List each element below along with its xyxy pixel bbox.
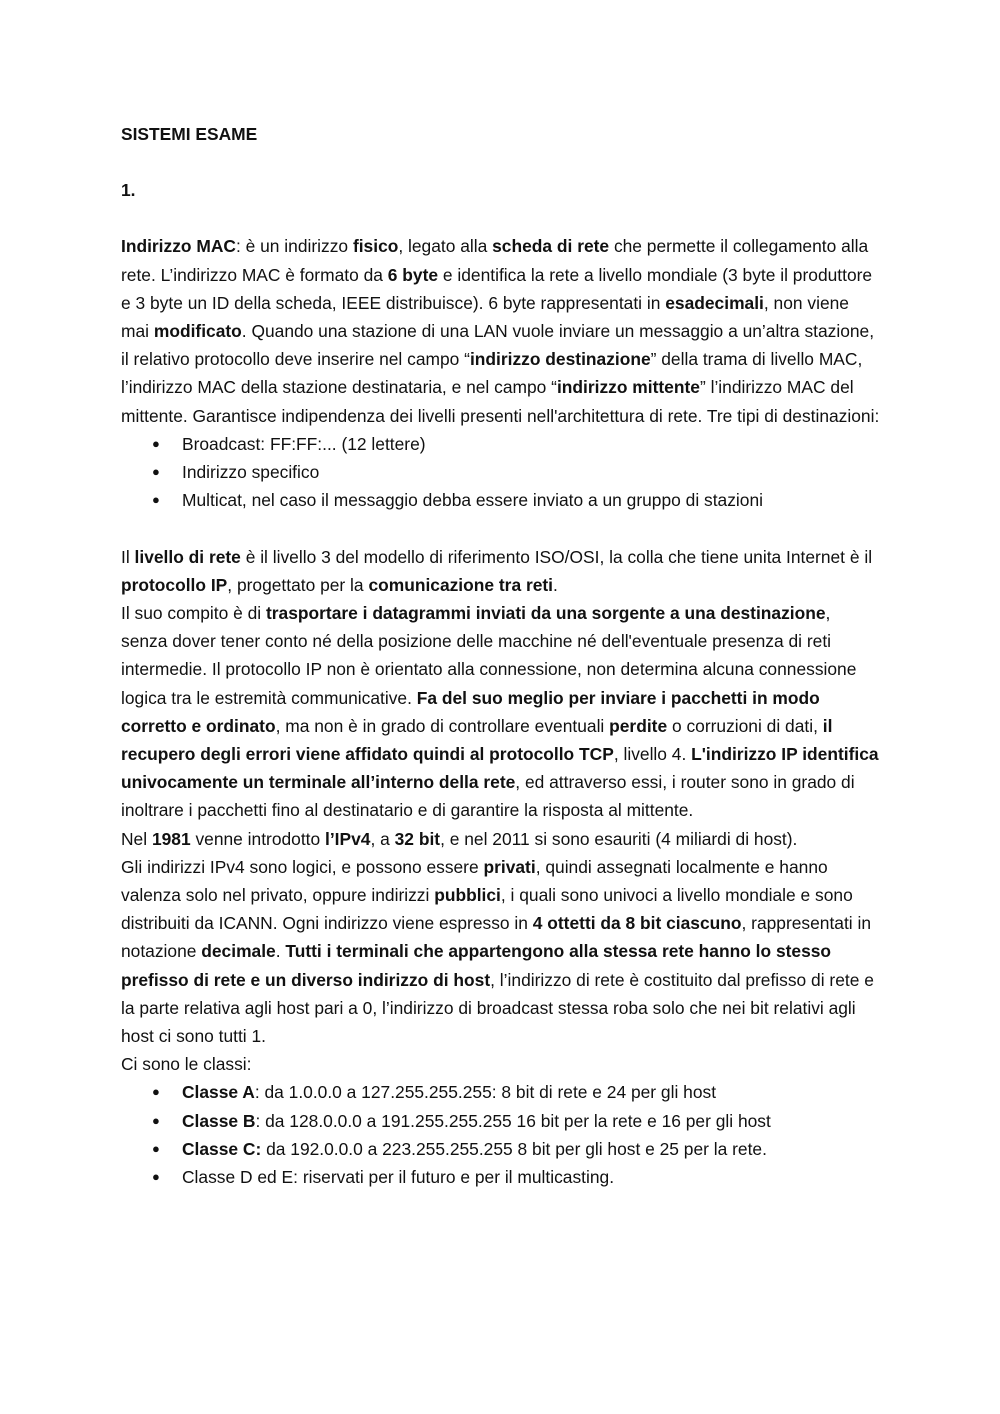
text-run: , legato alla (398, 236, 493, 257)
text-run: : è un indirizzo (235, 236, 353, 257)
text-run: ” l’indirizzo MAC del mittente. Garantisce indipendenza dei livelli presenti nell'architettura di rete. Tre tipi di destinazioni: (121, 377, 880, 426)
bullet-icon: ● (152, 492, 160, 508)
bullet-icon: ● (152, 1140, 160, 1156)
list-item (121, 1163, 881, 1191)
term-bold: fisico (352, 236, 399, 257)
section-number: 1. (121, 180, 136, 201)
list-item-text: Multicat, nel caso il messaggio debba essere inviato a un gruppo di stazioni (182, 490, 763, 511)
term-bold: privati (483, 856, 536, 877)
list-item (121, 1135, 881, 1163)
paragraph-ip-task (121, 599, 881, 825)
spacer (121, 514, 881, 542)
term-bold: perdite (609, 715, 668, 736)
class-text: : da 1.0.0.0 a 127.255.255.255: 8 bit di rete e 24 per gli host (254, 1082, 717, 1103)
text-run: Il suo compito è di (121, 603, 266, 624)
class-text: Classe D ed E: riservati per il futuro e per il multicasting. (182, 1167, 615, 1188)
term-bold: trasportare i datagrammi inviati da una sorgente a una destinazione (266, 603, 826, 624)
text-run: . (553, 574, 558, 595)
term-bold: Fa del suo meglio per inviare i pacchetti in modo corretto e ordinato (121, 687, 820, 736)
term-bold: modificato (153, 321, 242, 342)
class-label: Classe A (182, 1082, 255, 1103)
term-bold: Tutti i terminali che appartengono alla stessa rete hanno lo stesso prefisso di rete e un diverso indirizzo di host (121, 941, 832, 990)
text-run: , rappresentati in notazione (121, 913, 872, 962)
paragraph-mac-address (121, 232, 881, 429)
text-run: , a (370, 828, 395, 849)
destination-types-list (121, 430, 881, 515)
class-text: : da 128.0.0.0 a 191.255.255.255 16 bit per la rete e 16 per gli host (255, 1110, 771, 1131)
bullet-icon: ● (152, 464, 160, 480)
text-run: , quindi assegnati localmente e hanno valenza solo nel privato, oppure indirizzi (121, 856, 828, 906)
list-item-text: Broadcast: FF:FF:... (12 lettere) (182, 433, 426, 454)
paragraph-ipv4 (121, 825, 881, 853)
text-run: , e nel 2011 si sono esauriti (4 miliardi di host). (440, 828, 798, 849)
list-item (121, 1107, 881, 1135)
list-item (121, 430, 881, 458)
term-bold: scheda di rete (492, 236, 610, 257)
text-run: . (275, 941, 286, 962)
text-run: che permette il collegamento alla rete. L’indirizzo MAC è formato da (121, 236, 869, 285)
document-page (121, 116, 881, 1191)
class-label: Classe C: (182, 1138, 262, 1159)
text-run: venne introdotto (190, 828, 326, 849)
bullet-icon: ● (152, 1112, 160, 1128)
term-bold: esadecimali (665, 292, 764, 313)
text-run: ” della trama di livello MAC, l’indirizzo MAC della stazione destinataria, e nel campo “ (121, 349, 863, 398)
text-run: , l’indirizzo di rete è costituito dal prefisso di rete e la parte relativa agli host pari a 0, l’indirizzo di broadcast stessa roba solo che nei bit relativi agli host ci sono tutti 1. (121, 969, 874, 1047)
text-run: . Quando una stazione di una LAN vuole inviare un messaggio a un’altra stazione, il relativo protocollo deve inserire nel campo “ (121, 321, 875, 370)
term-bold: indirizzo destinazione (469, 349, 651, 370)
classes-intro: Ci sono le classi: (121, 1054, 252, 1075)
term-bold: indirizzo mittente (556, 377, 700, 398)
text-run: è il livello 3 del modello di riferimento ISO/OSI, la colla che tiene unita Internet è il (240, 546, 873, 567)
text-run: Il (121, 546, 135, 567)
term-bold: l’IPv4 (325, 828, 371, 849)
list-item-text: Indirizzo specifico (182, 462, 320, 483)
paragraph-ipv4-addresses (121, 853, 881, 1050)
class-text: da 192.0.0.0 a 223.255.255.255 8 bit per gli host e 25 per la rete. (261, 1138, 767, 1159)
term-bold: pubblici (434, 885, 501, 906)
term-bold: 1981 (151, 828, 191, 849)
bullet-icon: ● (152, 435, 160, 451)
text-run: , senza dover tener conto né della posizione delle macchine né dell'eventuale presenza di reti intermedie. Il protocollo IP non è orientato alla connessione, non determina alcuna connessione logica tra le estremità communicative. (121, 603, 857, 708)
term-bold: protocollo IP (121, 574, 228, 595)
term-bold: livello di rete (134, 546, 241, 567)
list-item (121, 1078, 881, 1106)
text-run: Nel (121, 828, 152, 849)
text-run: , non viene mai (121, 292, 849, 342)
text-run: , livello 4. (613, 744, 692, 765)
text-run: o corruzioni di dati, (667, 715, 823, 736)
term-bold: decimale (201, 941, 276, 962)
text-run: , progettato per la (227, 574, 369, 595)
bullet-icon: ● (152, 1169, 160, 1185)
text-run: e identifica la rete a livello mondiale (3 byte il produttore e 3 byte un ID della scheda, IEEE distribuisce). 6 byte rappresentati in (121, 264, 873, 313)
term-bold: comunicazione tra reti (368, 574, 554, 595)
term-bold: 4 ottetti da 8 bit ciascuno (532, 913, 742, 934)
term-bold: 32 bit (394, 828, 441, 849)
text-run: , ma non è in grado di controllare eventuali (275, 715, 610, 736)
term-mac-address: Indirizzo MAC (121, 236, 236, 257)
ip-classes-list (121, 1078, 881, 1191)
text-run: Gli indirizzi IPv4 sono logici, e possono essere (121, 856, 484, 877)
text-run: , i quali sono univoci a livello mondiale e sono distribuiti da ICANN. Ogni indirizzo viene espresso in (121, 885, 853, 934)
document-title: SISTEMI ESAME (121, 124, 258, 144)
term-bold: L'indirizzo IP identifica univocamente un terminale all’interno della rete (121, 744, 879, 793)
term-bold: il recupero degli errori viene affidato quindi al protocollo TCP (121, 715, 833, 765)
list-item (121, 458, 881, 486)
term-bold: 6 byte (387, 264, 439, 285)
list-item (121, 486, 881, 514)
paragraph-network-layer (121, 543, 881, 599)
text-run: , ed attraverso essi, i router sono in grado di inoltrare i pacchetti fino al destinatario e di garantire la risposta al mittente. (121, 772, 855, 821)
bullet-icon: ● (152, 1084, 160, 1100)
class-label: Classe B (182, 1110, 256, 1131)
